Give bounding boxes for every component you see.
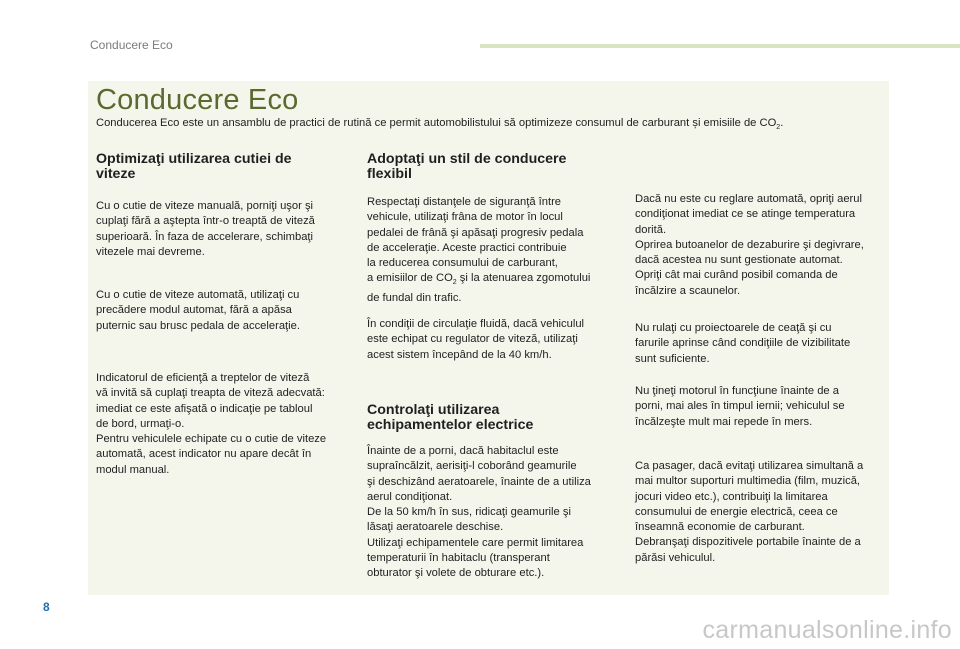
heading-electrical: Controlaţi utilizarea echipamentelor electrice (367, 402, 534, 433)
page-number: 8 (43, 600, 50, 614)
column-driving-style (367, 152, 627, 182)
page-title: Conducere Eco (96, 84, 299, 116)
column-gearbox (96, 152, 356, 182)
electrical-paragraph-3: Nu rulaţi cu proiectoarele de ceaţă şi cu farurile aprinse când condiţiile de vizibilitate sunt suficiente. (635, 322, 851, 365)
intro-paragraph (96, 116, 886, 135)
heading-driving-style: Adoptaţi un stil de conducere flexibil (367, 151, 567, 182)
column-electrical (367, 403, 629, 433)
electrical-paragraph-1: Înainte de a porni, dacă habitaclul este supraîncălzit, aerisiţi-l coborând geamurile şi deschizând aeratoarele, înainte de a utiliza aerul condiţionat. De la 50 km/h în sus, ridicaţi geamurile şi lăsaţi aeratoarele deschise. Utilizaţi echipamentele care permit limitarea temperaturii în habitaclu (transperant obturator şi volete de obturare etc.). (367, 445, 591, 580)
electrical-paragraph-3-wrap (635, 321, 887, 367)
heading-gearbox: Optimizaţi utilizarea cutiei de viteze (96, 151, 292, 182)
header-title: Conducere Eco (90, 38, 173, 52)
gearbox-paragraph-1-wrap (96, 199, 356, 260)
header-divider (480, 44, 960, 48)
driving-paragraph-1 (367, 195, 629, 306)
co2-subscript: 2 (452, 279, 457, 287)
driving-paragraph-2: În condiţii de circulaţie fluidă, dacă vehiculul este echipat cu regulator de viteză, utilizaţi acest sistem începând de la 40 km/h. (367, 318, 585, 361)
driving-paragraph-1-end: şi la atenuarea zgomotului de fundal din trafic. (367, 272, 591, 305)
intro-text: Conducerea Eco este un ansamblu de practici de rutină ce permit automobilistului să optimizeze consumul de carburant și emisiile de CO (96, 117, 777, 129)
gearbox-paragraph-3-wrap (96, 371, 356, 478)
electrical-paragraph-4: Nu ţineţi motorul în funcţiune înainte de a porni, mai ales în timpul iernii; vehiculul se încălzeşte mult mai repede în mers. (635, 385, 845, 428)
driving-paragraph-1-text: Respectaţi distanţele de siguranţă între vehicule, utilizaţi frâna de motor în locul pedalei de frână şi apăsaţi progresiv pedala de acceleraţie. Aceste practici contribuie la reducerea consumului de carburant, a emisiilor de CO (367, 196, 584, 285)
electrical-paragraph-2: Dacă nu este cu reglare automată, opriţi aerul condiţionat imediat ce se atinge temperatura dorită. Oprirea butoanelor de dezaburire şi degivrare, dacă acestea nu sunt gestionate automat. Opriţi cât mai curând posibil comanda de încălzire a scaunelor. (635, 193, 864, 297)
driving-paragraph-2-wrap (367, 317, 629, 363)
electrical-paragraph-5: Ca pasager, dacă evitaţi utilizarea simultană a mai multor suporturi multimedia (film, muzică, jocuri video etc.), contribuiţi la limitarea consumului de energie electrică, ceea ce înseamnă economie de carburant. Debranşaţi dispozitivele portabile înainte de a părăsi vehiculul. (635, 460, 864, 564)
gearbox-paragraph-2-wrap (96, 288, 356, 334)
intro-subscript: 2 (776, 124, 781, 132)
watermark: carmanualsonline.info (702, 616, 952, 644)
gearbox-paragraph-1: Cu o cutie de viteze manuală, porniţi uşor şi cuplaţi fără a aştepta într-o treaptă de viteză superioară. În faza de accelerare, schimbaţi vitezele mai devreme. (96, 200, 315, 258)
intro-end: . (780, 117, 784, 129)
electrical-paragraph-5-wrap (635, 459, 887, 566)
electrical-paragraph-2-wrap (635, 192, 887, 299)
gearbox-paragraph-3: Indicatorul de eficienţă a treptelor de viteză vă invită să cuplaţi treapta de viteză adecvată: imediat ce este afişată o indicaţie pe tabloul de bord, urmaţi-o. Pentru vehiculele echipate cu o cutie de viteze automată, acest indicator nu apare decât în modul manual. (96, 372, 327, 476)
electrical-paragraph-1-wrap (367, 444, 629, 582)
driving-paragraph-1-wrap (367, 195, 629, 306)
electrical-paragraph-4-wrap (635, 384, 887, 430)
gearbox-paragraph-2: Cu o cutie de viteze automată, utilizaţi cu precădere modul automat, fără a apăsa puternic sau brusc pedala de acceleraţie. (96, 289, 300, 332)
